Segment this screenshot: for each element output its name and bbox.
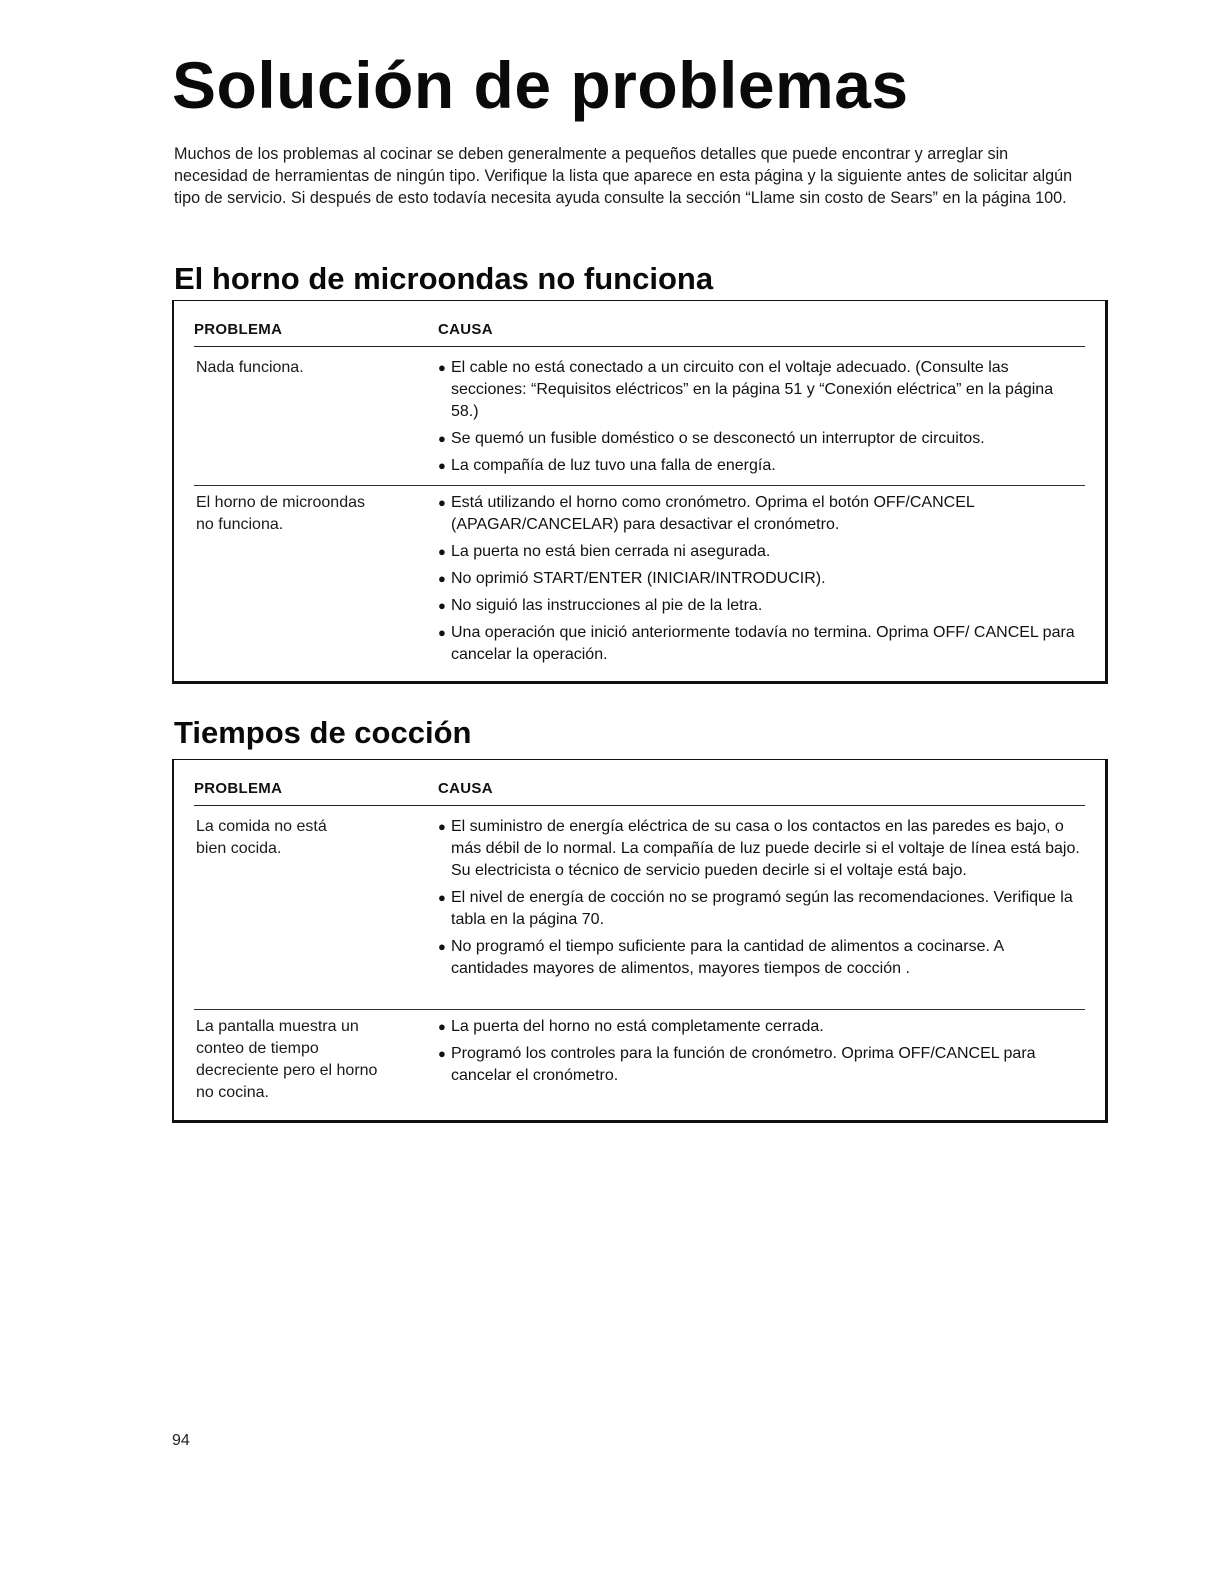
table-row — [194, 485, 1085, 663]
intro-paragraph: Muchos de los problemas al cocinar se deben generalmente a pequeños detalles que puede encontrar y arreglar sin necesidad de herramientas de ningún tipo. Verifique la lista que aparece en esta página y la siguiente antes de solicitar algún tipo de servicio. Si después de esto todavía necesita ayuda consulte la sección “Llame sin costo de Sears” en la página 100. — [174, 145, 1073, 207]
bullet-icon: ● — [438, 1046, 446, 1061]
column-header-problem: PROBLEMA — [194, 780, 283, 797]
cause-text: El nivel de energía de cocción no se programó según las recomendaciones. Verifique la tabla en la página 70. — [451, 889, 1073, 928]
cause-item — [438, 455, 1085, 477]
cause-item — [438, 595, 1085, 617]
column-header-cause: CAUSA — [438, 321, 493, 338]
problem-text: Nada funciona. — [196, 359, 304, 376]
cause-item — [438, 541, 1085, 563]
cause-item — [438, 1016, 1085, 1038]
cause-item — [438, 887, 1085, 931]
bullet-icon: ● — [438, 1019, 446, 1034]
page-number: 94 — [172, 1432, 190, 1449]
troubleshooting-table-microwave — [172, 300, 1108, 684]
bullet-icon: ● — [438, 890, 446, 905]
cause-list — [438, 1016, 1085, 1092]
cause-text: El cable no está conectado a un circuito con el voltaje adecuado. (Consulte las secciones: “Requisitos eléctricos” en la página 51 y “Conexión eléctrica” en la página 58.) — [451, 359, 1054, 420]
cause-item — [438, 816, 1085, 882]
table-row — [194, 1009, 1085, 1101]
bullet-icon: ● — [438, 571, 446, 586]
problem-text: La pantalla muestra un conteo de tiempo decreciente pero el horno no cocina. — [196, 1018, 378, 1101]
table-header-row — [194, 780, 1085, 806]
bullet-icon: ● — [438, 360, 446, 375]
cause-text: La puerta del horno no está completamente cerrada. — [451, 1018, 824, 1035]
bullet-icon: ● — [438, 819, 446, 834]
cause-list — [438, 492, 1085, 671]
cause-text: La puerta no está bien cerrada ni asegurada. — [451, 543, 771, 560]
bullet-icon: ● — [438, 625, 446, 640]
cause-item — [438, 936, 1085, 980]
cause-text: Una operación que inició anteriormente todavía no termina. Oprima OFF/ CANCEL para cancelar la operación. — [451, 624, 1075, 663]
problem-text: La comida no está bien cocida. — [196, 818, 327, 857]
cause-item — [438, 568, 1085, 590]
cause-text: Se quemó un fusible doméstico o se desconectó un interruptor de circuitos. — [451, 430, 985, 447]
cause-item — [438, 357, 1085, 423]
bullet-icon: ● — [438, 544, 446, 559]
cause-item — [438, 428, 1085, 450]
bullet-icon: ● — [438, 939, 446, 954]
cause-item — [438, 622, 1085, 666]
cause-text: Está utilizando el horno como cronómetro. Oprima el botón OFF/CANCEL (APAGAR/CANCELAR) para desactivar el cronómetro. — [451, 494, 975, 533]
cause-list — [438, 816, 1085, 985]
table-header-row — [194, 321, 1085, 347]
column-header-cause: CAUSA — [438, 780, 493, 797]
bullet-icon: ● — [438, 598, 446, 613]
cause-list — [438, 357, 1085, 482]
bullet-icon: ● — [438, 458, 446, 473]
cause-item — [438, 1043, 1085, 1087]
cause-text: No programó el tiempo suficiente para la cantidad de alimentos a cocinarse. A cantidades mayores de alimentos, mayores tiempos de cocción . — [451, 938, 1004, 977]
cause-text: El suministro de energía eléctrica de su casa o los contactos en las paredes es bajo, o más débil de lo normal. La compañía de luz puede decirle si el voltaje de línea está bajo. Su electricista o técnico de servicio pueden decirle si el voltaje está bajo. — [451, 818, 1080, 879]
cause-text: La compañía de luz tuvo una falla de energía. — [451, 457, 776, 474]
problem-text: El horno de microondas no funciona. — [196, 494, 365, 533]
section-heading-cooking-times: Tiempos de cocción — [174, 715, 472, 750]
bullet-icon: ● — [438, 495, 446, 510]
cause-text: Programó los controles para la función de cronómetro. Oprima OFF/CANCEL para cancelar el cronómetro. — [451, 1045, 1036, 1084]
cause-text: No oprimió START/ENTER (INICIAR/INTRODUCIR). — [451, 570, 826, 587]
cause-item — [438, 492, 1085, 536]
column-header-problem: PROBLEMA — [194, 321, 283, 338]
page-title: Solución de problemas — [172, 48, 909, 122]
section-heading-microwave: El horno de microondas no funciona — [174, 261, 714, 296]
troubleshooting-table-cooking-times — [172, 759, 1108, 1123]
cause-text: No siguió las instrucciones al pie de la letra. — [451, 597, 763, 614]
bullet-icon: ● — [438, 431, 446, 446]
